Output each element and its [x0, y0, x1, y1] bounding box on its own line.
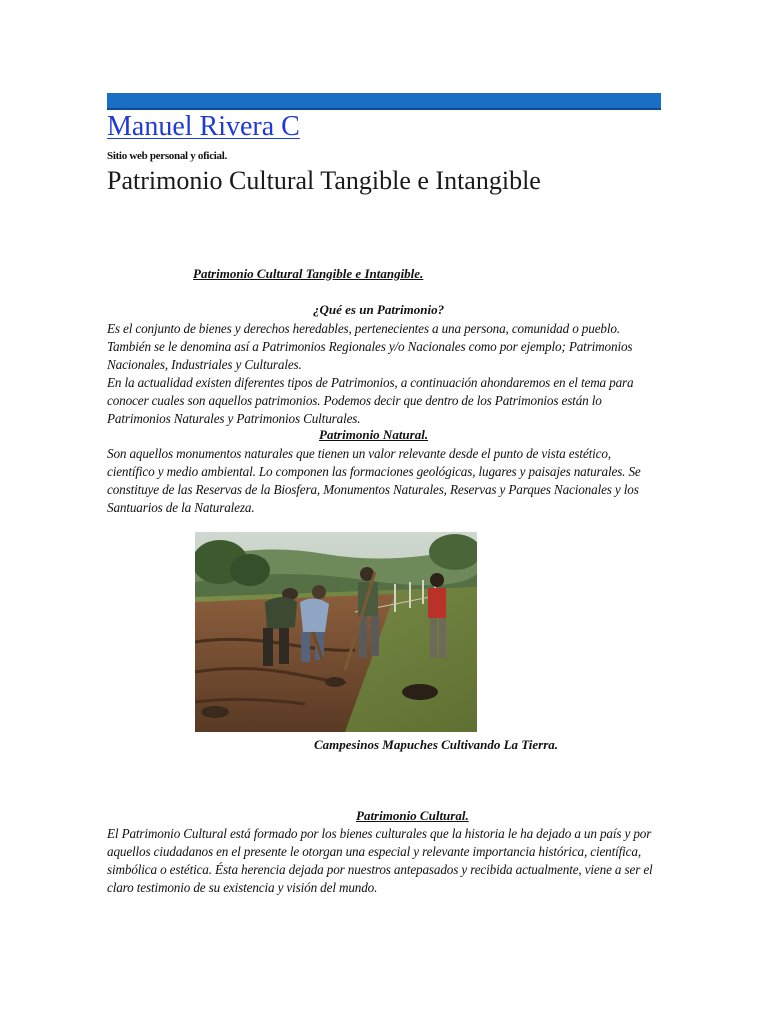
cultural-heritage-paragraph: [107, 825, 657, 897]
page-heading: Patrimonio Cultural Tangible e Intangible: [107, 166, 541, 195]
natural-heritage-title: Patrimonio Natural.: [319, 427, 429, 442]
photo-caption: Campesinos Mapuches Cultivando La Tierra.: [314, 737, 559, 752]
intro-paragraphs: [107, 320, 657, 428]
article-title: Patrimonio Cultural Tangible e Intangible.: [193, 266, 424, 281]
cultural-heritage-title: Patrimonio Cultural.: [356, 808, 469, 823]
natural-heritage-text: Son aquellos monumentos naturales que tienen un valor relevante desde el punto de vista estético, científico y medio ambiental. Lo componen las formaciones geológicas, lugares y paisajes naturales. Se constituye de las Reservas de la Biosfera, Monumentos Naturales, Reservas y Parques Nacionales y los Santuarios de la Naturaleza.: [107, 446, 641, 515]
header-bar: [107, 93, 661, 110]
site-subtitle: Sitio web personal y oficial.: [107, 150, 227, 162]
intro-paragraph-2: En la actualidad existen diferentes tipos de Patrimonios, a continuación ahondaremos en el tema para conocer cuales son aquellos patrimonios. Podemos decir que dentro de los Patrimonios están lo Patrimonios Naturales y Patrimonios Culturales.: [107, 375, 634, 426]
question-heading: ¿Qué es un Patrimonio?: [313, 302, 445, 317]
intro-paragraph-1: Es el conjunto de bienes y derechos heredables, pertenecientes a una persona, comunidad o pueblo. También se le denomina así a Patrimonios Regionales y/o Nacionales como por ejemplo; Patrimonios Nacionales, Industriales y Culturales.: [107, 321, 633, 372]
farmers-photo: [195, 532, 477, 732]
site-title-link[interactable]: Manuel Rivera C: [107, 111, 300, 142]
natural-heritage-paragraph: [107, 445, 657, 517]
cultural-heritage-text: El Patrimonio Cultural está formado por los bienes culturales que la historia le ha dejado a un país y por aquellos ciudadanos en el presente le otorgan una especial y relevante importancia histórica, científica, simbólica o estética. Ésta herencia dejada por nuestros antepasados y recibida actualmente, viene a ser el claro testimonio de su existencia y visión del mundo.: [107, 826, 653, 895]
